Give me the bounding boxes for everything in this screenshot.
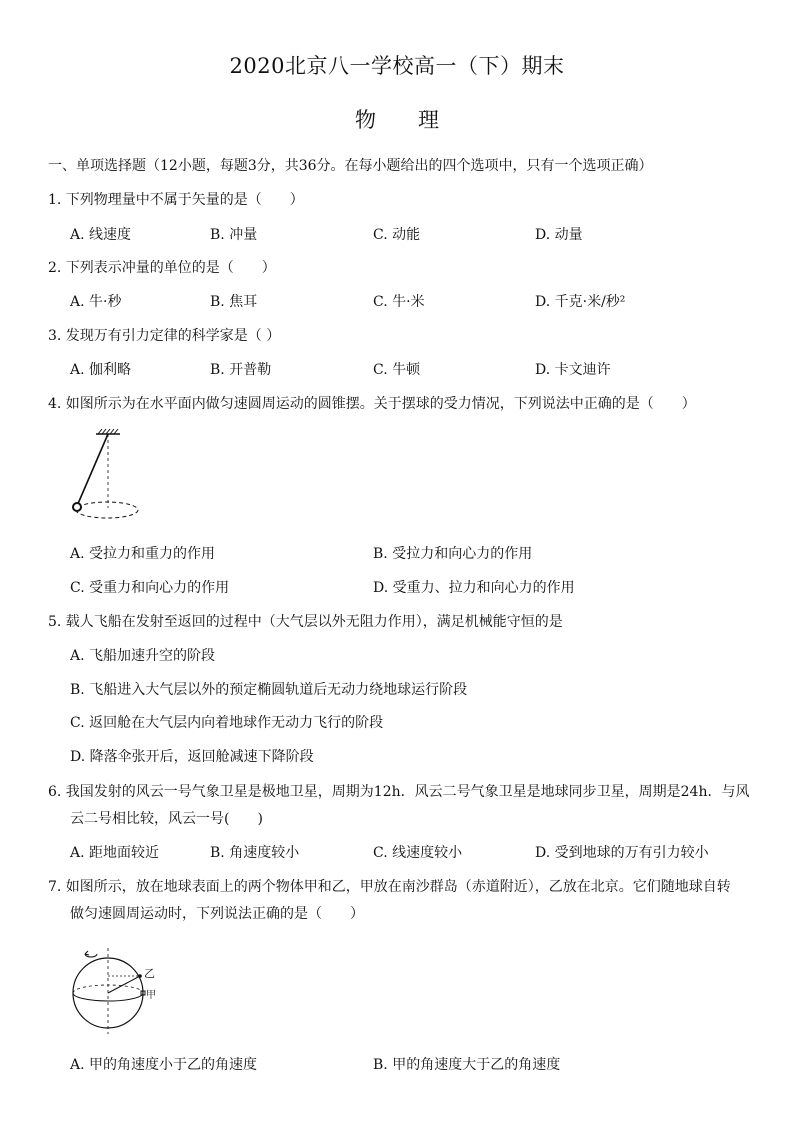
question-5-option-a: A. 飞船加速升空的阶段 [70,648,216,664]
question-6-stem-line-1: 6. 我国发射的风云一号气象卫星是极地卫星，周期为12h．风云二号气象卫星是地球同步卫星，周期是24h．与风 [48,784,750,800]
conical-pendulum-figure [66,428,146,524]
question-4-option-a: A. 受拉力和重力的作用 [70,546,216,562]
question-3-option-a: A. 伽利略 [70,362,132,378]
question-2-option-d: D. 千克·米/秒² [535,294,626,310]
question-6-option-a: A. 距地面较近 [70,845,160,861]
question-3-option-b: B. 开普勒 [210,362,272,378]
question-7-option-b: B. 甲的角速度大于乙的角速度 [373,1057,561,1073]
page-title: 2020北京八一学校高一（下）期末 [229,54,565,78]
subject-title: 物 理 [355,108,439,132]
question-1-option-c: C. 动能 [373,227,421,243]
question-6-option-b: B. 角速度较小 [210,845,300,861]
question-2-option-c: C. 牛·米 [373,294,425,310]
question-2-stem: 2. 下列表示冲量的单位的是（ ） [48,260,276,276]
question-1-stem: 1. 下列物理量中不属于矢量的是（ ） [48,192,304,208]
question-3-stem: 3. 发现万有引力定律的科学家是（ ） [48,328,281,344]
question-1-option-d: D. 动量 [535,227,583,243]
question-3-option-c: C. 牛顿 [373,362,421,378]
question-1-option-b: B. 冲量 [210,227,258,243]
figure-label-jia: 甲 [146,990,156,1001]
question-4-option-b: B. 受拉力和向心力的作用 [373,546,533,562]
question-7-stem-line-2: 做匀速圆周运动时，下列说法正确的是（ ） [70,906,364,922]
question-5-option-c: C. 返回舱在大气层内向着地球作无动力飞行的阶段 [70,715,384,731]
question-4-option-d: D. 受重力、拉力和向心力的作用 [373,580,575,596]
question-1-option-a: A. 线速度 [70,227,132,243]
earth-rotation-figure [66,940,166,1036]
question-2-option-a: A. 牛·秒 [70,294,122,310]
question-6-option-d: D. 受到地球的万有引力较小 [535,845,709,861]
section-heading: 一、单项选择题（12小题，每题3分，共36分。在每小题给出的四个选项中，只有一个选项正确） [48,158,653,174]
figure-label-yi: 乙 [144,967,155,980]
question-2-option-b: B. 焦耳 [210,294,258,310]
question-5-option-b: B. 飞船进入大气层以外的预定椭圆轨道后无动力绕地球运行阶段 [70,682,468,698]
question-7-stem-line-1: 7. 如图所示，放在地球表面上的两个物体甲和乙，甲放在南沙群岛（赤道附近），乙放在北京。它们随地球自转 [48,879,731,895]
question-5-stem: 5. 载人飞船在发射至返回的过程中（大气层以外无阻力作用），满足机械能守恒的是 [48,614,563,630]
question-7-option-a: A. 甲的角速度小于乙的角速度 [70,1057,258,1073]
question-3-option-d: D. 卡文迪许 [535,362,611,378]
question-6-stem-line-2: 云二号相比较，风云一号( ) [70,811,263,827]
question-4-option-c: C. 受重力和向心力的作用 [70,580,230,596]
question-6-option-c: C. 线速度较小 [373,845,463,861]
question-5-option-d: D. 降落伞张开后，返回舱减速下降阶段 [70,749,314,765]
question-4-stem: 4. 如图所示为在水平面内做匀速圆周运动的圆锥摆。关于摆球的受力情况，下列说法中正确的是（ ） [48,396,696,412]
